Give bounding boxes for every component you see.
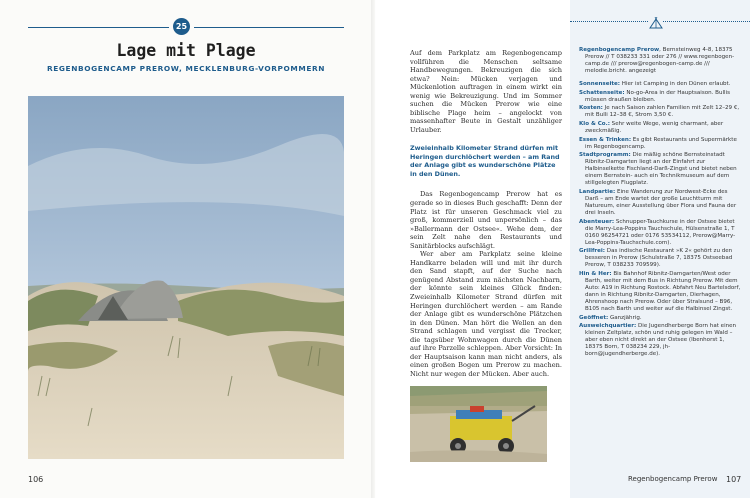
entry-label: Kosten: bbox=[579, 105, 603, 112]
entry-label: Essen & Trinken: bbox=[579, 136, 632, 143]
sidebar-entry bbox=[579, 248, 742, 269]
running-footer: Regenbogencamp Prerow bbox=[628, 475, 718, 483]
sidebar-text bbox=[579, 47, 742, 360]
sidebar-entry bbox=[579, 137, 742, 151]
pull-quote: Zweieinhalb Kilometer Strand dürfen mit Heringen durchlöchert werden – am Rand der Anlage gibt es wunderschöne Plätze in den Dünen. bbox=[410, 144, 560, 178]
handcart-photo bbox=[410, 386, 547, 462]
sidebar-entry bbox=[579, 90, 742, 104]
chapter-rule-right bbox=[194, 27, 344, 28]
body-paragraph: Auf dem Parkplatz am Regenbogencamp vollführen die Menschen seltsame Handbewegungen. Bekreuzigen die sich etwa? Nein: Mücken verjagen und Mückenlotion auftragen in einem wirkt ein wenig wie Bekreuzigung. Und im Sommer suchen die Mücken Prerow wie eine biblische Plage heim – angelockt von massenhafter Beute in Gestalt unzähliger Urlauber. bbox=[410, 49, 562, 134]
entry-label: Klo & Co.: bbox=[579, 120, 610, 127]
entry-text: Schnupper-Tauchkurse in der Ostsee bietet die Marry-Lea-Poppins Tauchschule, Hülsenstraße 1, T 0160 96254721 oder 0176 53534112, Prerow@Marry-Lea-Poppins-Tauchschule.com). bbox=[585, 218, 736, 246]
entry-label: Abenteuer: bbox=[579, 218, 615, 225]
entry-label: Grillfrei: bbox=[579, 248, 606, 255]
entry-text: Eine Wanderung zur Nordwest-Ecke des Darß – am Ende wartet der große Leuchtturm mit Natureum, einer Ausstellung über Flora und Fauna der drei Inseln. bbox=[585, 188, 737, 216]
entry-label: Hin & Her: bbox=[579, 270, 612, 277]
sidebar-entry bbox=[579, 152, 742, 187]
entry-label: Geöffnet: bbox=[579, 314, 609, 321]
body-paragraph: Das Regenbogencamp Prerow hat es gerade so in dieses Buch geschafft: Denn der Platz ist für unseren Geschmack viel zu groß, kommerziell und unpersönlich – das »Ballermann der Ostsee«. Wehe dem, der sein Zelt nahe den Restaurants und Sanitärblocks aufschlägt. bbox=[410, 190, 562, 250]
sidebar-entry bbox=[579, 315, 742, 322]
entry-text: Die mäßig schöne Bernsteinstadt Ribnitz-Damgarten liegt an der Einfahrt zur Halbinselkette Fischland-Darß-Zingst und bietet neben einem Bernstein- auch ein Technikmuseum auf dem stillgelegten Flugplatz. bbox=[585, 152, 737, 187]
entry-text: Es gibt Restaurants und Supermärkte im Regenbogencamp. bbox=[585, 136, 737, 150]
sidebar-entry bbox=[579, 81, 742, 88]
entry-text: Bis Bahnhof Ribnitz-Damgarten/West oder Barth, weiter mit dem Bus in Richtung Prerow. Mit dem Auto: A19 in Richtung Rostock. Abfahrt Neu Bartelsdorf, dann in Richtung Ribnitz-Damgarten, Dierhagen, Ahrenshoop nach Prerow. Oder über Stralsund – B96, B105 nach Barth und weiter auf die Halbinsel Zingst. bbox=[585, 270, 741, 313]
page-subtitle: REGENBOGENCAMP PREROW, MECKLENBURG-VORPOMMERN bbox=[46, 64, 326, 73]
sidebar-entry bbox=[579, 271, 742, 313]
body-paragraph: Wer aber am Parkplatz seine kleine Handkarre beladen will und mit ihr durch den Sand stapft, auf der Suche nach genügend Abstand zum nächsten Nachbarn, der könnte sein kleines Glück finden: Zweieinhalb Kilometer Strand dürfen mit Heringen durchlöchert werden – am Rande der Anlage gibt es wunderschöne Plätzchen in den Dünen. Man hört die Wellen an den Strand schlagen und vergisst die Trecker, die tagsüber Wohnwagen durch die Dünen auf ihre Parzelle schleppen. Aber Vorsicht: In der Hauptsaison kann man nicht anders, als einen großen Bogen um Prerow zu machen. Nicht nur wegen der Mücken. Aber auch. bbox=[410, 250, 562, 378]
dunes-tent-photo bbox=[28, 96, 344, 459]
page-title: Lage mit Plage bbox=[116, 41, 256, 60]
entry-label: Sonnenseite: bbox=[579, 81, 621, 88]
entry-label: Schattenseite: bbox=[579, 89, 625, 96]
entry-text: Je nach Saison zahlen Familien mit Zelt 12–29 €, mit Bulli 12–38 €, Strom 3,50 €. bbox=[585, 105, 740, 119]
campsite-contact: , Bernsteinweg 4-8, 18375 Prerow // T 038233 331 oder 276 // www.regenbogen-camp.de /// prerow@regenbogen-camp.de /// melodie.bricht. angezeigt bbox=[585, 47, 735, 75]
sidebar-entry bbox=[579, 323, 742, 358]
campsite-name: Regenbogencamp Prerow bbox=[579, 47, 660, 53]
entry-text: Die Jugendherberge Born hat einen kleinen Zeltplatz, schön und ruhig gelegen im Wald – aber eben nicht direkt an der Ostsee (Ibenhorst 1, 18375 Born, T 038234 229, jh-born@jugendherberge.de). bbox=[585, 323, 737, 358]
entry-text: Sehr weite Wege, wenig charmant, aber zweckmäßig. bbox=[585, 120, 724, 134]
body-text-column bbox=[410, 49, 562, 379]
entry-text: Ganzjährig. bbox=[608, 314, 642, 321]
sidebar-header bbox=[579, 47, 742, 75]
entry-label: Landpartie: bbox=[579, 188, 616, 195]
entry-label: Ausweichquartier: bbox=[579, 323, 637, 330]
left-page-number: 106 bbox=[28, 475, 44, 484]
sidebar-entry bbox=[579, 121, 742, 135]
entry-label: Stadtprogramm: bbox=[579, 152, 631, 159]
sidebar-entry bbox=[579, 105, 742, 119]
sidebar-entry bbox=[579, 219, 742, 247]
entry-text: No-go-Area in der Hauptsaison. Bullis müssen draußen bleiben. bbox=[585, 89, 730, 103]
chapter-rule-left bbox=[28, 27, 169, 28]
right-page-number: 107 bbox=[726, 475, 742, 484]
page-gutter bbox=[371, 0, 379, 498]
tent-icon bbox=[649, 14, 663, 26]
entry-text: Das indische Restaurant »K 2« gehört zu den besseren in Prerow (Schulstraße 7, 18375 Ostseebad Prerow, T 038233 709599). bbox=[585, 248, 733, 269]
sidebar-entry bbox=[579, 189, 742, 217]
chapter-number-badge: 25 bbox=[173, 18, 190, 35]
entry-text: Hier ist Camping in den Dünen erlaubt. bbox=[620, 81, 731, 88]
